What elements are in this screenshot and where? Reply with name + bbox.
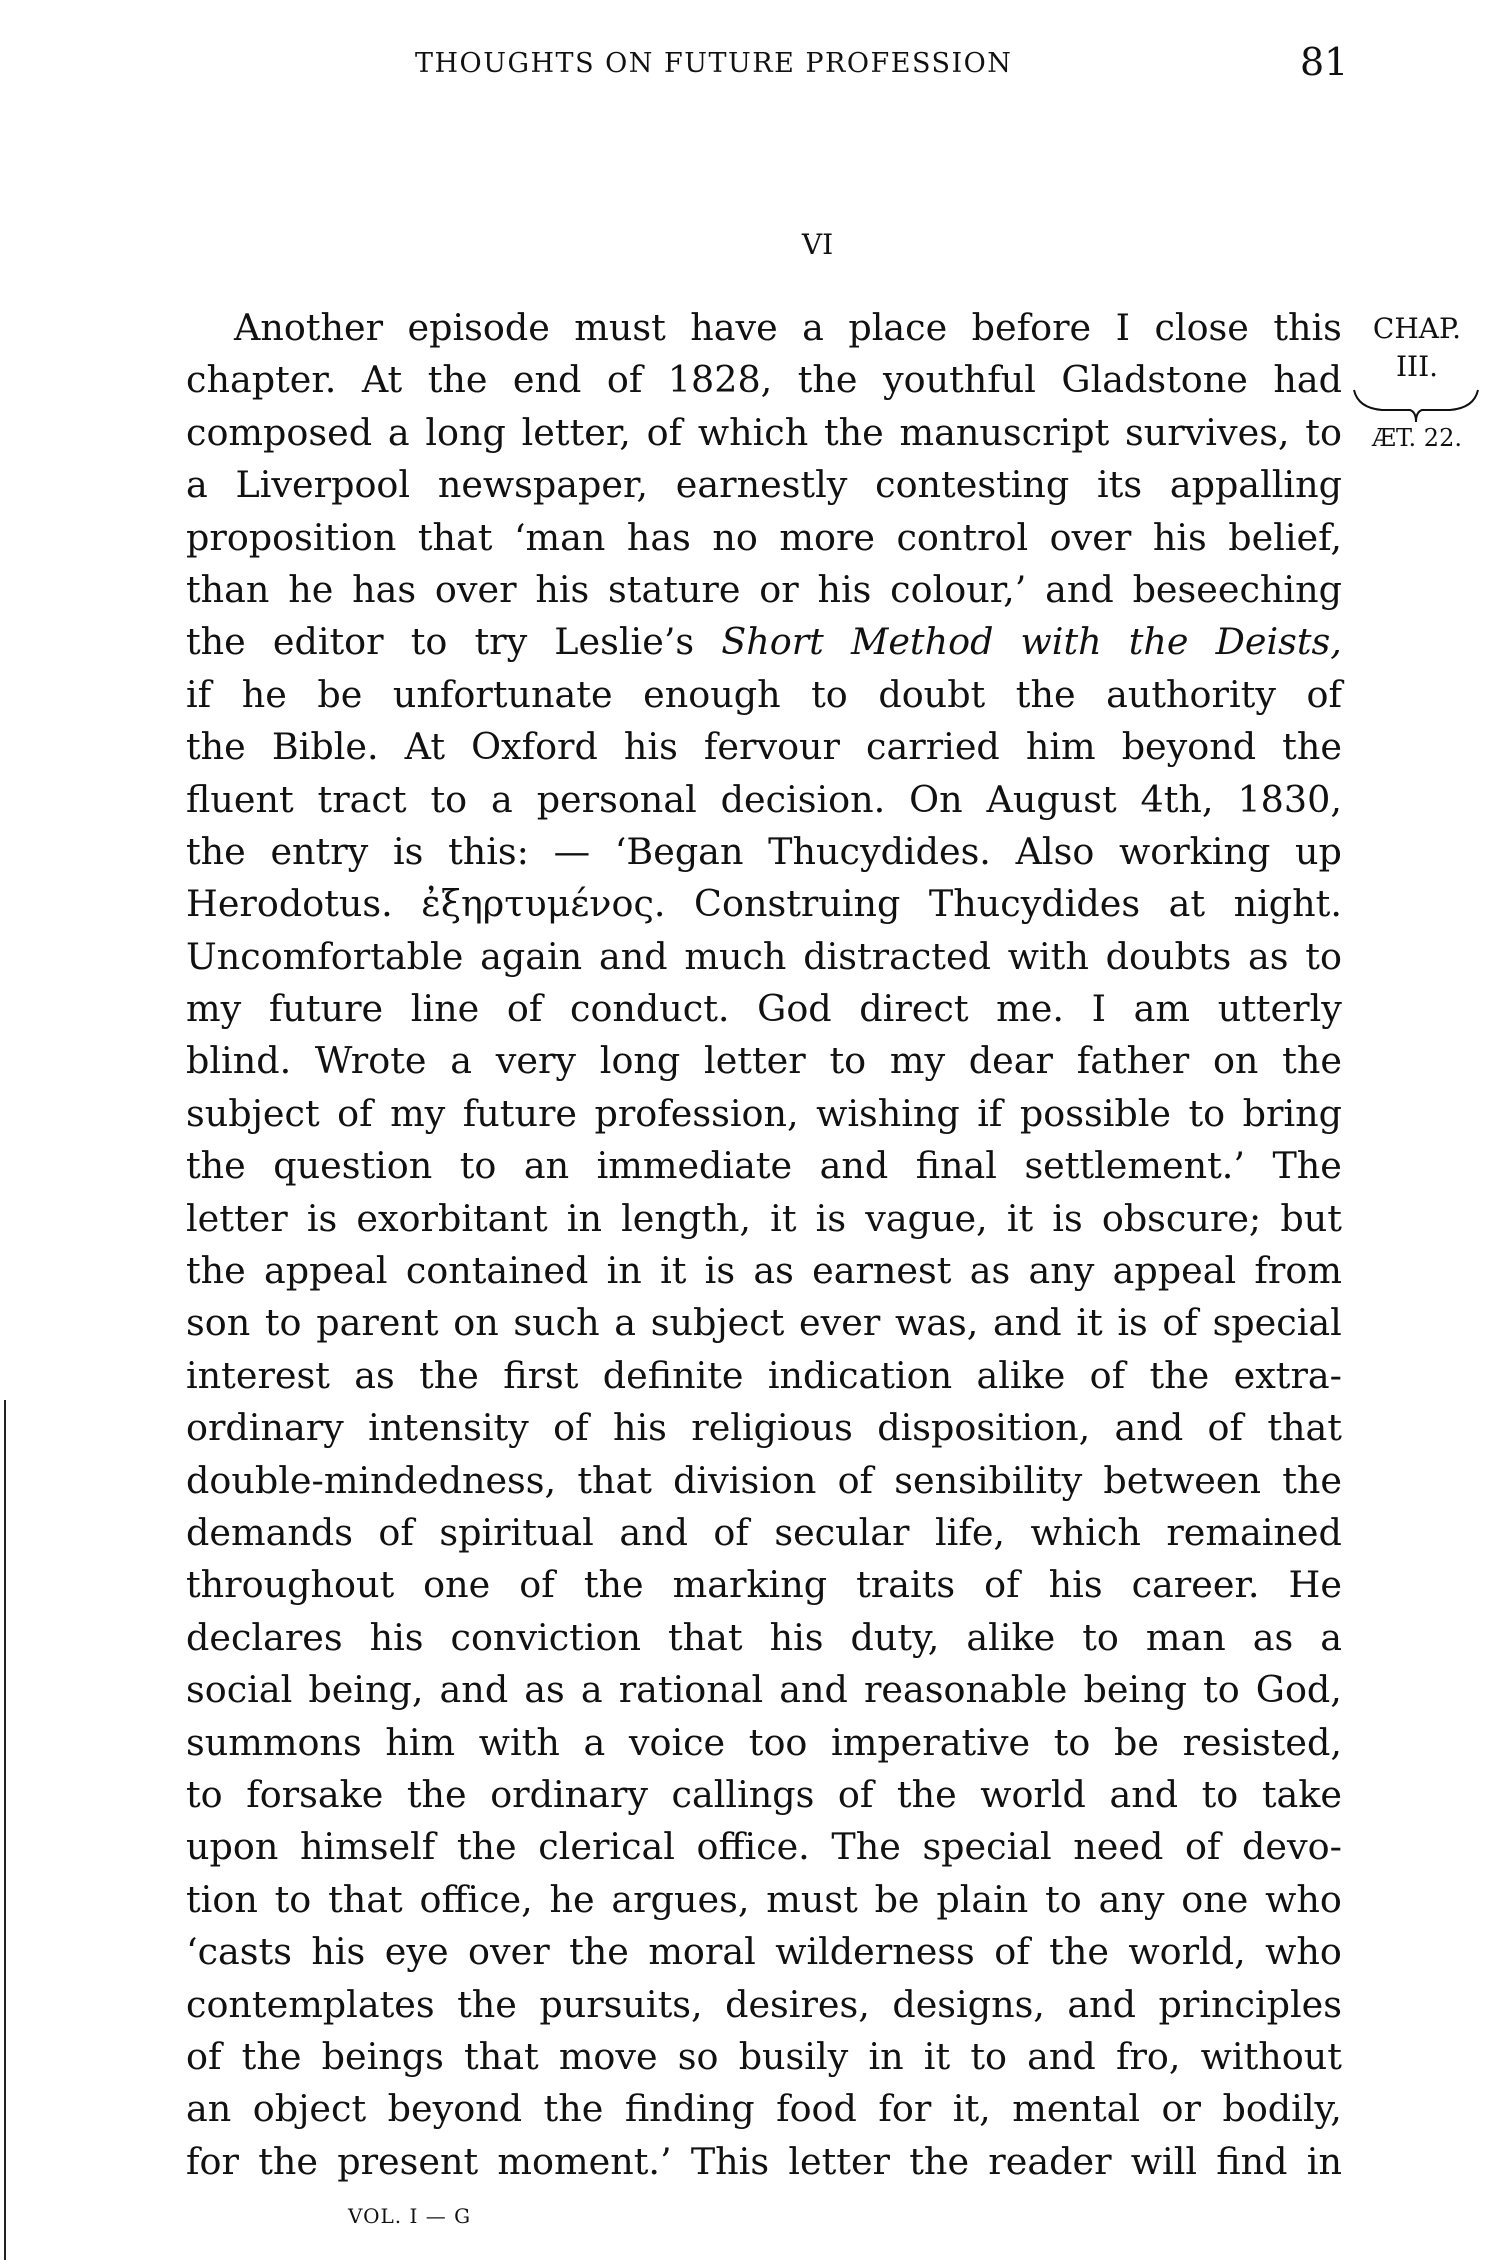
- text-line: the question to an immediate and final settlement.’ The: [186, 1144, 1342, 1188]
- text-line: composed a long letter, of which the manuscript survives, to: [186, 410, 1342, 454]
- text-line: the Bible. At Oxford his fervour carried him beyond the: [186, 725, 1342, 769]
- signature-mark: VOL. I — G: [348, 2204, 472, 2228]
- body-text: [186, 302, 1342, 2188]
- brace-icon: [1352, 388, 1480, 424]
- text-line: for the present moment.’ This letter the reader will find in: [186, 2139, 1342, 2183]
- text-line: Uncomfortable again and much distracted with doubts as to: [186, 934, 1342, 978]
- italic-title-word: Deists,: [1215, 620, 1342, 664]
- margin-chap-number: III.: [1395, 350, 1439, 383]
- italic-title-word: Short: [721, 620, 824, 664]
- text-line: ordinary intensity of his religious disposition, and of that: [186, 1406, 1342, 1450]
- text-line: son to parent on such a subject ever was, and it is of special: [186, 1301, 1342, 1345]
- text-line: letter is exorbitant in length, it is vague, it is obscure; but: [186, 1196, 1342, 1240]
- text-line: fluent tract to a personal decision. On August 4th, 1830,: [186, 777, 1342, 821]
- page-edge: [4, 1400, 6, 2260]
- text-line: chapter. At the end of 1828, the youthful Gladstone had: [186, 358, 1342, 402]
- section-heading: VI: [801, 228, 834, 261]
- running-header: THOUGHTS ON FUTURE PROFESSION: [415, 48, 1013, 79]
- text-line: tion to that office, he argues, must be plain to any one who: [186, 1877, 1342, 1921]
- italic-title-word: with: [1020, 620, 1102, 664]
- text-line: of the beings that move so busily in it to and fro, without: [186, 2034, 1342, 2078]
- text-line: subject of my future profession, wishing if possible to bring: [186, 1091, 1342, 1135]
- italic-title-word: the: [1128, 620, 1189, 664]
- margin-aet: ÆT. 22.: [1372, 424, 1462, 452]
- text-line: contemplates the pursuits, desires, designs, and principles: [186, 1982, 1342, 2026]
- text-line: a Liverpool newspaper, earnestly contesting its appalling: [186, 463, 1342, 507]
- text-line: throughout one of the marking traits of his career. He: [186, 1563, 1342, 1607]
- text-line: blind. Wrote a very long letter to my dear father on the: [186, 1039, 1342, 1083]
- text-line: summons him with a voice too imperative to be resisted,: [186, 1720, 1342, 1764]
- text-line: upon himself the clerical office. The special need of devo-: [186, 1825, 1342, 1869]
- text-line: my future line of conduct. God direct me. I am utterly: [186, 987, 1342, 1031]
- text-line: an object beyond the finding food for it, mental or bodily,: [186, 2087, 1342, 2131]
- text-line: interest as the first definite indication alike of the extra-: [186, 1353, 1342, 1397]
- text-line: double-mindedness, that division of sensibility between the: [186, 1458, 1342, 1502]
- text-line: ‘casts his eye over the moral wilderness of the world, who: [186, 1930, 1342, 1974]
- page-number: 81: [1300, 40, 1349, 84]
- text-line: Herodotus. ἐξηρτυμένος. Construing Thucydides at night.: [186, 882, 1342, 926]
- text-line: proposition that ‘man has no more control over his belief,: [186, 515, 1342, 559]
- text-line: to forsake the ordinary callings of the world and to take: [186, 1772, 1342, 1816]
- text-line: the appeal contained in it is as earnest as any appeal from: [186, 1249, 1342, 1293]
- italic-title-word: Method: [850, 620, 994, 664]
- text-line: social being, and as a rational and reasonable being to God,: [186, 1668, 1342, 1712]
- text-line: demands of spiritual and of secular life, which remained: [186, 1510, 1342, 1554]
- text-line: declares his conviction that his duty, alike to man as a: [186, 1615, 1342, 1659]
- text-line: if he be unfortunate enough to doubt the authority of: [186, 672, 1342, 716]
- text-line: Another episode must have a place before I close this: [234, 306, 1342, 349]
- text-line: the editor to try Leslie’s Short Method with the Deists,: [186, 616, 1342, 668]
- text-line: the entry is this: — ‘Began Thucydides. Also working up: [186, 829, 1342, 873]
- margin-chap: CHAP.: [1372, 312, 1462, 345]
- text-line: than he has over his stature or his colour,’ and beseeching: [186, 567, 1342, 611]
